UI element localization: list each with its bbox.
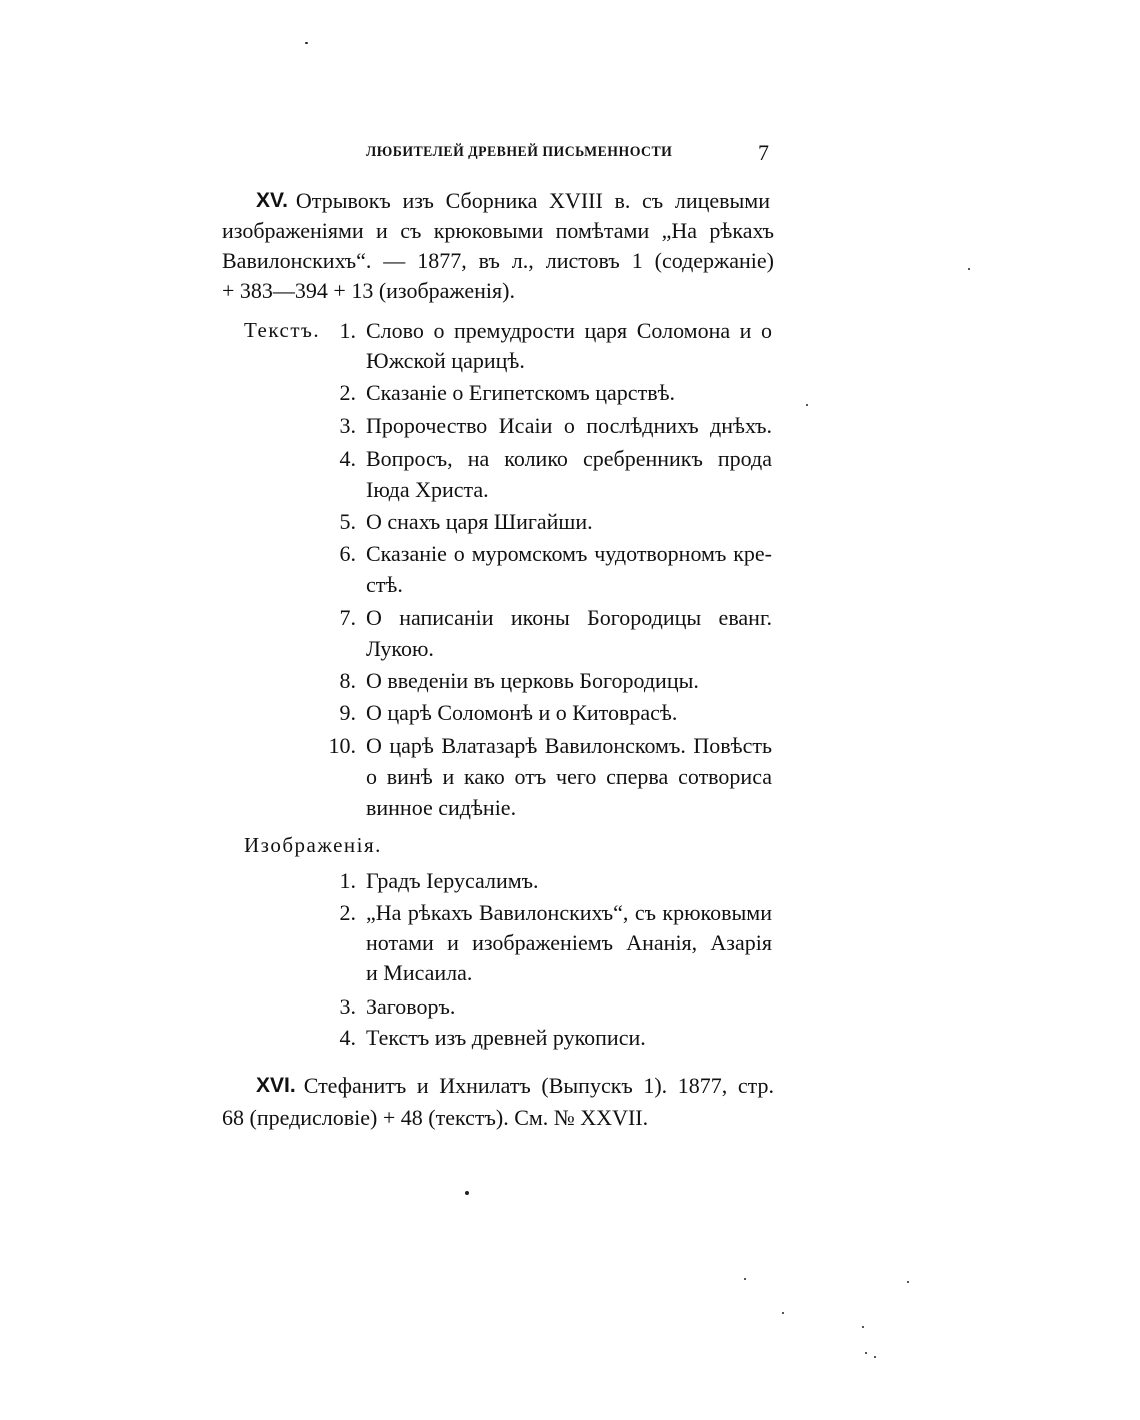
images-item-2-number: 2. [339, 900, 356, 925]
entry-xv-numeral: XV. [256, 189, 288, 212]
texts-item-3-number: 3. [339, 413, 356, 438]
texts-item-1-line-1: Слово о премудрости царя Соломона и о [366, 318, 772, 343]
texts-item-7-number: 7. [339, 605, 356, 630]
images-label: Изображенія. [244, 833, 382, 857]
images-item-4-line-1: Текстъ изъ древней рукописи. [366, 1025, 646, 1050]
texts-item-6-number: 6. [339, 541, 356, 566]
texts-item-1-number: 1. [339, 318, 356, 343]
texts-item-1-line-2: Южской царицѣ. [366, 348, 525, 373]
entry-xv-line-3 [222, 246, 774, 276]
page-number: 7 [758, 140, 769, 165]
texts-item-5-line-1: О снахъ царя Шигайши. [366, 509, 593, 534]
entry-xv-line-2 [222, 216, 774, 246]
entry-xvi-numeral: XVI. [256, 1074, 296, 1097]
entry-xvi-line-1 [256, 1071, 774, 1101]
images-item-2-line-3: и Мисаила. [366, 960, 473, 985]
texts-item-4-line-1: Вопросъ, на колико сребренникъ прода [366, 446, 772, 471]
scan-speck [782, 1312, 784, 1314]
texts-item-8-line-1: О введеніи въ церковь Богородицы. [366, 668, 699, 693]
running-title: ЛЮБИТЕЛЕЙ ДРЕВНЕЙ ПИСЬМЕННОСТИ [366, 144, 673, 160]
images-item-3-number: 3. [339, 994, 356, 1019]
entry-xv-text-3: Вавилонскихъ“. — 1877, въ л., листовъ 1 (содержаніе) [222, 248, 774, 273]
texts-item-7-line-1: О написаніи иконы Богородицы еванг. [366, 605, 772, 630]
entry-xvi-text-1: Стефанитъ и Ихнилатъ (Выпускъ 1). 1877, стр. [303, 1073, 774, 1098]
scan-speck [744, 1278, 746, 1280]
entry-xvi-line-2: 68 (предисловіе) + 48 (текстъ). См. № XXVII. [222, 1105, 649, 1130]
texts-item-6-line-1: Сказаніе о муромскомъ чудотворномъ кре- [366, 541, 772, 566]
entry-xv-text-1: Отрывокъ изъ Сборника XVIII в. съ лицевыми [295, 188, 770, 213]
texts-item-2-line-1: Сказаніе о Египетскомъ царствѣ. [366, 380, 676, 405]
scan-speck [862, 1326, 864, 1328]
texts-item-10-number: 10. [328, 733, 356, 758]
texts-item-7-line-2: Лукою. [366, 636, 434, 661]
scan-speck [465, 1191, 469, 1195]
images-item-2-line-2: нотами и изображеніемъ Ананія, Азарія [366, 930, 772, 955]
scan-speck [865, 1352, 867, 1354]
texts-item-10-line-2: о винѣ и како отъ чего сперва сотвориса [366, 764, 772, 789]
images-item-1-line-1: Градъ Іерусалимъ. [366, 868, 539, 893]
texts-item-6-line-2: стѣ. [366, 572, 403, 597]
texts-item-4-line-2: Іюда Христа. [366, 477, 489, 502]
texts-item-10-line-1: О царѣ Влатазарѣ Вавилонскомъ. Повѣсть [366, 733, 772, 758]
texts-item-5-number: 5. [339, 509, 356, 534]
texts-item-8-number: 8. [339, 668, 356, 693]
images-item-3-line-1: Заговоръ. [366, 994, 456, 1019]
scan-speck [874, 1356, 876, 1358]
texts-item-4-number: 4. [339, 446, 356, 471]
images-item-4-number: 4. [339, 1025, 356, 1050]
entry-xv-line-4: + 383—394 + 13 (изображенія). [222, 278, 515, 303]
texts-item-2-number: 2. [339, 380, 356, 405]
scan-speck [968, 268, 970, 270]
texts-item-9-number: 9. [339, 700, 356, 725]
entry-xv-line-1 [256, 186, 770, 216]
images-item-1-number: 1. [339, 868, 356, 893]
scan-speck [806, 404, 808, 406]
scan-speck [305, 42, 308, 44]
texts-item-3-line-1: Пророчество Исаіи о послѣднихъ днѣхъ. [366, 413, 772, 438]
images-item-2-line-1: „На рѣкахъ Вавилонскихъ“, съ крюковыми [366, 900, 772, 925]
texts-item-9-line-1: О царѣ Соломонѣ и о Китоврасѣ. [366, 700, 678, 725]
texts-item-10-line-3: винное сидѣніе. [366, 795, 517, 820]
texts-label: Текстъ. [244, 318, 321, 342]
entry-xv-text-2: изображеніями и съ крюковыми помѣтами „На рѣкахъ [222, 218, 774, 243]
scan-speck [907, 1281, 909, 1283]
